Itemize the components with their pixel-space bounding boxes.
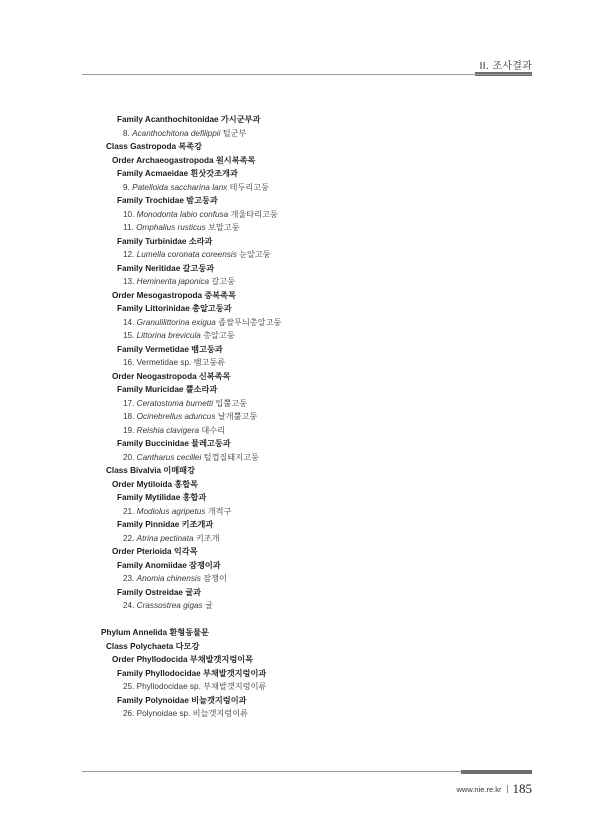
scientific-name: Ceratostoma burnetti: [136, 398, 214, 408]
species-entry: [123, 505, 231, 519]
family-heading: Family Ostreidae 굴과: [117, 587, 202, 597]
family-heading: Family Trochidae 밤고둥과: [117, 196, 218, 205]
family-heading: Family Littorinidae 총알고둥과: [117, 304, 232, 313]
scientific-name: Vermetidae sp.: [136, 358, 192, 367]
scientific-name: Anomia chinensis: [136, 574, 201, 583]
family-heading: Family Buccinidae 물레고둥과: [117, 439, 231, 448]
korean-name: 날개뿔고둥: [217, 412, 258, 421]
korean-name: 좁쌀무늬총알고둥: [218, 317, 282, 327]
scientific-name: Patelloida saccharina lanx: [132, 182, 228, 192]
species-number: 12.: [123, 250, 135, 259]
section-gap: [0, 113, 614, 127]
korean-name: 눈알고둥: [239, 250, 271, 259]
header-rule: [82, 74, 531, 75]
scientific-name: Heminerita japonica: [136, 277, 210, 286]
korean-name: 털껍질돼지고둥: [203, 452, 259, 462]
scientific-name: Cantharus cecillei: [136, 452, 202, 462]
footer-url: www.nie.re.kr: [456, 784, 502, 794]
species-number: 26.: [123, 709, 135, 718]
scientific-name: Polynoidae sp.: [136, 709, 191, 718]
korean-name: 비늘갯지렁이류: [192, 709, 249, 718]
species-entry: [123, 221, 240, 235]
order-heading: Order Pterioida 익각목: [112, 547, 198, 556]
scientific-name: Omphalius rusticus: [136, 223, 206, 232]
species-entry: [123, 208, 278, 222]
family-heading: Family Vermetidae 뱀고둥과: [117, 344, 223, 354]
species-number: 11.: [123, 223, 134, 232]
footer-accent-bar: [461, 770, 532, 774]
species-number: 21.: [123, 506, 135, 516]
species-number: 20.: [123, 452, 135, 462]
species-entry: [123, 329, 235, 343]
scientific-name: Atrina pectinata: [136, 533, 194, 543]
order-heading: Order Mesogastropoda 중복족목: [112, 290, 236, 300]
class-heading: Class Polychaeta 다모강: [106, 641, 200, 651]
order-heading: Order Neogastropoda 신복족목: [112, 371, 231, 381]
family-heading: Family Phyllodocidae 부채발갯지렁이과: [117, 668, 267, 678]
running-header-title: II. 조사결과: [479, 61, 532, 72]
species-entry: [123, 248, 271, 262]
order-heading: Order Archaeogastropoda 원시복족목: [112, 155, 256, 165]
class-heading: Class Bivalvia 이매패강: [106, 466, 195, 475]
scientific-name: Crassostrea gigas: [136, 601, 203, 610]
species-entry: [123, 424, 225, 438]
scientific-name: Littorina brevicula: [136, 331, 201, 340]
korean-name: 보말고둥: [207, 223, 240, 232]
korean-name: 털군부: [222, 128, 247, 138]
phylum-heading: Phylum Annelida 환형동물문: [101, 628, 209, 637]
scientific-name: Reishia clavigera: [136, 425, 200, 435]
korean-name: 개울타리고둥: [230, 209, 278, 219]
species-number: 14.: [123, 317, 135, 327]
species-number: 17.: [123, 398, 135, 408]
species-number: 15.: [123, 331, 135, 340]
order-heading: Order Phyllodocida 부채발갯지렁이목: [112, 655, 254, 664]
class-heading: Class Gastropoda 복족강: [106, 142, 203, 151]
korean-name: 뱀고둥류: [193, 358, 226, 367]
scientific-name: Lumella coronata coreensis: [136, 250, 237, 259]
korean-name: 키조개: [195, 533, 220, 543]
scientific-name: Granulilittorina exigua: [136, 317, 216, 327]
species-entry: [123, 451, 259, 465]
family-heading: Family Neritidae 갈고둥과: [117, 263, 215, 273]
species-number: 22.: [123, 533, 135, 543]
family-heading: Family Anomiidae 잠쟁이과: [117, 560, 221, 570]
family-heading: Family Acanthochitonidae 가시군부과: [117, 115, 261, 124]
korean-name: 부채발갯지렁이류: [203, 682, 267, 691]
species-entry: [123, 181, 269, 195]
family-heading: Family Pinnidae 키조개과: [117, 520, 214, 529]
korean-name: 개적구: [207, 506, 232, 516]
species-number: 13.: [123, 277, 135, 286]
order-heading: Order Mytiloida 홍합목: [112, 479, 199, 489]
korean-name: 굴: [204, 601, 213, 610]
scientific-name: Phyllodocidae sp.: [136, 682, 201, 691]
korean-name: 테두리고둥: [229, 182, 270, 192]
species-list: [0, 113, 614, 718]
family-heading: Family Polynoidae 비늘갯지렁이과: [117, 695, 247, 705]
species-entry: [123, 599, 213, 613]
korean-name: 총알고둥: [203, 331, 235, 340]
species-number: 23.: [123, 574, 135, 583]
page-footer: [456, 781, 532, 797]
scientific-name: Modiolus agripetus: [136, 506, 206, 516]
page-number: 185: [512, 781, 532, 796]
korean-name: 잠쟁이: [203, 574, 227, 583]
scientific-name: Monodonta labio confusa: [136, 209, 229, 219]
family-heading: Family Turbinidae 소라과: [117, 236, 213, 246]
species-number: 16.: [123, 358, 135, 367]
scientific-name: Acanthochitona defilippii: [132, 128, 221, 138]
species-entry: [123, 397, 247, 411]
species-number: 19.: [123, 425, 135, 435]
species-number: 10.: [123, 209, 135, 219]
species-entry: [123, 680, 266, 694]
family-heading: Family Mytilidae 홍합과: [117, 493, 207, 502]
species-entry: [123, 410, 257, 424]
korean-name: 대수리: [201, 425, 226, 435]
footer-separator: [507, 785, 508, 793]
korean-name: 입뿔고둥: [215, 398, 248, 408]
species-entry: [123, 707, 248, 721]
species-number: 24.: [123, 601, 135, 610]
species-entry: [123, 127, 246, 141]
species-number: 8.: [123, 128, 130, 138]
species-entry: [123, 572, 227, 586]
family-heading: Family Acmaeidae 흰삿갓조개과: [117, 169, 238, 178]
korean-name: 갈고둥: [211, 277, 236, 286]
species-entry: [123, 356, 225, 370]
species-number: 18.: [123, 412, 135, 421]
species-entry: [123, 532, 220, 546]
species-number: 25.: [123, 682, 135, 691]
species-number: 9.: [123, 182, 130, 192]
family-heading: Family Muricidae 뿔소라과: [117, 385, 218, 394]
species-entry: [123, 275, 235, 289]
species-entry: [123, 316, 281, 330]
scientific-name: Ocinebrellus aduncus: [136, 412, 216, 421]
